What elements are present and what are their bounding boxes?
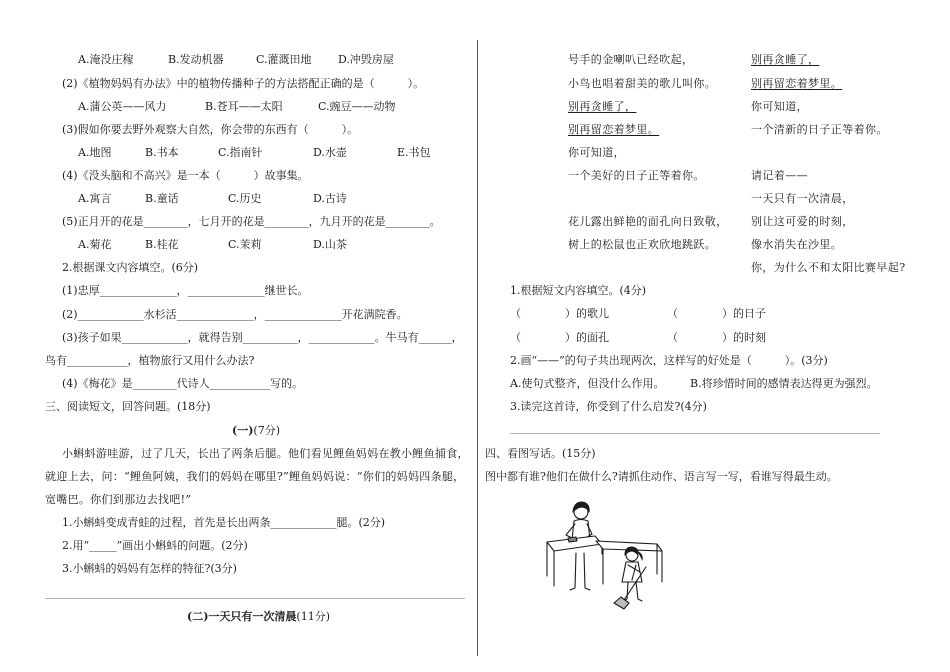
q1-1-option-b: B.发动机器 (168, 53, 224, 66)
reading2-label: (二)一天只有一次清晨 (187, 610, 297, 623)
reading2-q1-title: 1.根据短文内容填空。(4分) (510, 284, 647, 297)
reading2-score: (11分) (296, 610, 331, 623)
cloth (568, 537, 577, 542)
desk-left (547, 536, 602, 586)
poem-right-line-1-underlined: 别再贪睡了， (751, 53, 820, 66)
part3-title: 三、阅读短文，回答问题。(18分) (45, 400, 211, 413)
girl-leg-right (636, 582, 642, 601)
reading1-score: (7分) (253, 424, 281, 437)
poem-left-line-8: 树上的松鼠也正欢欣地跳跃。 (568, 238, 717, 251)
answer-line (510, 433, 880, 434)
q1-4-option-d: D.古诗 (313, 192, 347, 205)
reading2-q1-blank-2: （ ）的日子 (667, 307, 766, 320)
q2-fill-line-1: (1)忠厚______________，______________继世长。 (62, 284, 309, 297)
q2-fill-line-3: (3)孩子如果____________，就得告别__________，____________。牛马有______， (62, 331, 463, 344)
poem-right-line-7: 别让这可爱的时刻， (751, 215, 854, 228)
q1-2-option-c: C.豌豆——动物 (318, 100, 396, 113)
woman-leg-right (584, 553, 590, 590)
q1-5-option-a: A.菊花 (78, 238, 112, 251)
poem-right-line-5: 请记着—— (751, 169, 808, 182)
q1-5-question: (5)正月开的花是________，七月开的花是________，九月开的花是________。 (62, 215, 441, 228)
reading2-q2-option-b: B.将珍惜时间的感情表达得更为强烈。 (690, 377, 878, 390)
part4-title: 四、看图写话。(15分) (485, 447, 596, 460)
q1-1-option-a: A.淹没庄稼 (78, 53, 134, 66)
answer-line-divider (45, 598, 465, 599)
poem-left-line-1: 号手的金喇叭已经吹起， (568, 53, 694, 66)
poem-left-line-5: 你可知道， (568, 146, 625, 159)
poem-left-line-6: 一个美好的日子正等着你。 (568, 169, 705, 182)
poem-right-line-3: 你可知道， (751, 100, 808, 113)
q2-fill-line-3-cont: 鸟有___________，植物旅行又用什么办法? (45, 354, 255, 367)
poem-left-line-4-underlined: 别再留恋着梦里。 (568, 123, 660, 136)
q1-2-option-b: B.苍耳——太阳 (205, 100, 283, 113)
reading1-passage-line-2: 就迎上去，问：“鲤鱼阿姨，我们的妈妈在哪里?”鲤鱼妈妈说：“你们的妈妈四条腿， (45, 470, 465, 483)
q1-5-option-d: D.山茶 (313, 238, 347, 251)
q1-3-question: (3)假如你要去野外观察大自然，你会带的东西有（ ）。 (62, 123, 359, 136)
poem-right-line-4: 一个清新的日子正等着你。 (751, 123, 888, 136)
q1-4-question: (4)《没头脑和不高兴》是一本（ ）故事集。 (62, 169, 309, 182)
q1-2-option-a: A.蒲公英——风力 (78, 100, 167, 113)
q1-3-option-b: B.书本 (145, 146, 179, 159)
classroom-cleaning-illustration (545, 498, 665, 610)
poem-left-line-2: 小鸟也唱着甜美的歌儿叫你。 (568, 77, 717, 90)
poem-right-line-2-underlined: 别再留恋着梦里。 (751, 77, 843, 90)
reading1-passage-line-1: 小蝌蚪游哇游，过了几天，长出了两条后腿。他们看见鲤鱼妈妈在教小鲤鱼捕食， (62, 447, 469, 460)
girl-figure (622, 547, 642, 601)
reading2-q1-blank-1: （ ）的歌儿 (510, 307, 609, 320)
part4-prompt: 图中都有谁?他们在做什么?请抓住动作、语言写一写，看谁写得最生动。 (485, 470, 838, 483)
q1-2-question: (2)《植物妈妈有办法》中的植物传播种子的方法搭配正确的是（ ）。 (62, 77, 425, 90)
poem-left-line-3-underlined: 别再贪睡了， (568, 100, 637, 113)
q1-3-option-d: D.水壶 (313, 146, 347, 159)
reading1-label: (一) (232, 424, 254, 437)
q1-1-option-d: D.冲毁房屋 (338, 53, 394, 66)
poem-left-line-7: 花儿露出鲜艳的面孔向日致敬， (568, 215, 728, 228)
reading1-question-1: 1.小蝌蚪变成青蛙的过程，首先是长出两条____________腿。(2分) (62, 516, 386, 529)
reading2-q1-blank-4: （ ）的时刻 (667, 331, 766, 344)
q2-fill-line-2: (2)____________水杉活______________，______________开花满院香。 (62, 308, 408, 321)
reading2-q2-option-a: A.使句式整齐，但没什么作用。 (510, 377, 665, 390)
q1-3-option-c: C.指南针 (218, 146, 263, 159)
q1-4-option-b: B.童话 (145, 192, 179, 205)
q2-fill-line-4: (4)《梅花》是________代诗人___________写的。 (62, 377, 304, 390)
column-divider (477, 40, 478, 656)
reading1-passage-line-3: 宽嘴巴。你们到那边去找吧!” (45, 493, 192, 506)
poem-right-line-9: 你，为什么不和太阳比赛早起? (751, 261, 906, 274)
reading2-heading (187, 609, 330, 625)
woman-leg-left (570, 553, 576, 590)
q1-5-option-c: C.茉莉 (228, 238, 262, 251)
reading2-q2: 2.画“——”的句子共出现两次，这样写的好处是（ ）。(3分) (510, 354, 828, 367)
q1-1-option-c: C.灌溉田地 (256, 53, 312, 66)
q1-5-option-b: B.桂花 (145, 238, 179, 251)
q1-4-option-a: A.寓言 (78, 192, 112, 205)
poem-right-line-6: 一天只有一次清晨， (751, 192, 854, 205)
q1-3-option-a: A.地图 (78, 146, 112, 159)
reading2-q1-blank-3: （ ）的面孔 (510, 331, 609, 344)
q2-title: 2.根据课文内容填空。(6分) (62, 261, 199, 274)
reading1-question-2: 2.用“_____”画出小蝌蚪的问题。(2分) (62, 539, 248, 552)
reading1-heading (232, 423, 280, 439)
poem-right-line-8: 像水消失在沙里。 (751, 238, 843, 251)
reading2-q3: 3.读完这首诗，你受到了什么启发?(4分) (510, 400, 707, 413)
reading1-question-3: 3.小蝌蚪的妈妈有怎样的特征?(3分) (62, 562, 237, 575)
q1-4-option-c: C.历史 (228, 192, 262, 205)
q1-3-option-e: E.书包 (397, 146, 431, 159)
